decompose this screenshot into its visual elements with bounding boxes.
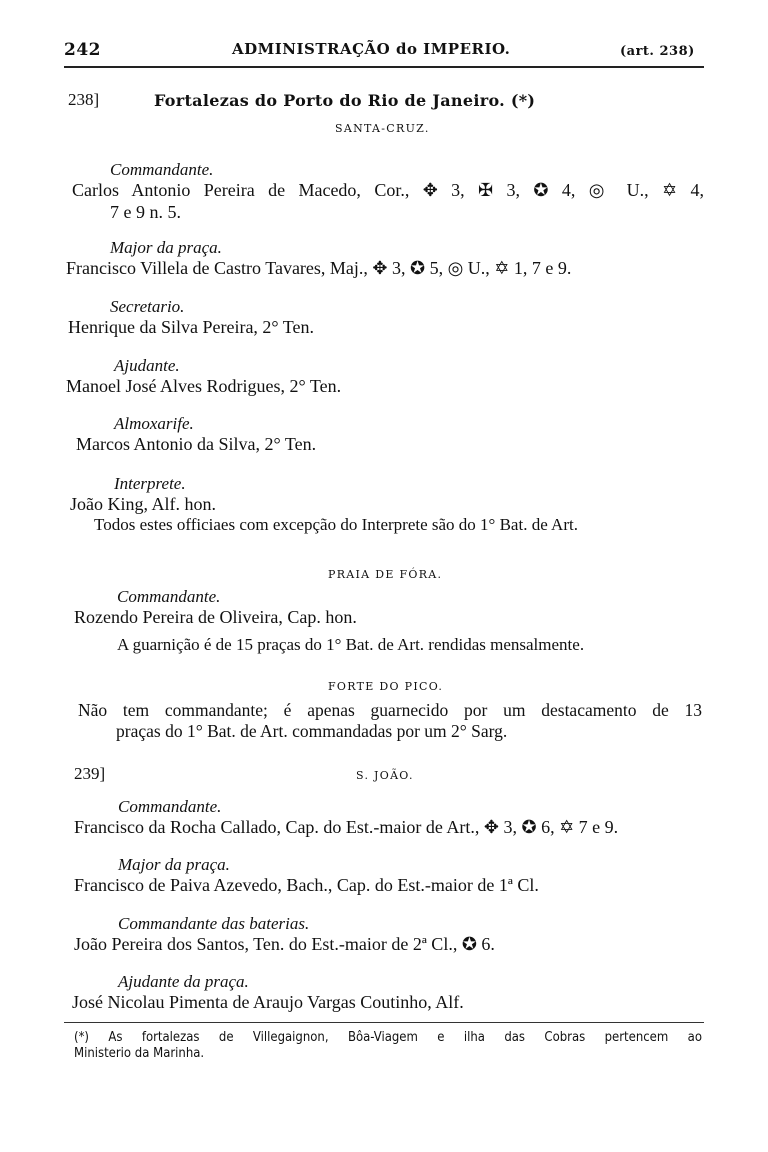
person-entry: Henrique da Silva Pereira, 2° Ten. — [68, 317, 315, 337]
header-rule — [64, 66, 704, 68]
section-title: Fortalezas do Porto do Rio de Janeiro. (*) — [154, 91, 536, 110]
footnote-rule — [64, 1022, 704, 1023]
note-text-continued: praças do 1° Bat. de Art. commandadas por um 2° Sarg. — [116, 721, 508, 741]
role-label: Secretario. — [110, 297, 185, 316]
person-entry: Manoel José Alves Rodrigues, 2° Ten. — [66, 376, 342, 396]
subsection-s-joao: S. JOÃO. — [356, 769, 414, 782]
section-number-238: 238] — [68, 90, 100, 109]
person-entry: José Nicolau Pimenta de Araujo Vargas Coutinho, Alf. — [72, 992, 464, 1012]
person-entry: Francisco Villela de Castro Tavares, Maj., ✥ 3, ✪ 5, ◎ U., ✡ 1, 7 e 9. — [66, 258, 572, 278]
note-text: A guarnição é de 15 praças do 1° Bat. de Art. rendidas mensalmente. — [117, 635, 585, 654]
role-label: Interprete. — [114, 474, 186, 493]
note-text: Não tem commandante; é apenas guarnecido por um destacamento de 13 — [78, 700, 702, 720]
person-entry: Francisco de Paiva Azevedo, Bach., Cap. do Est.-maior de 1ª Cl. — [74, 875, 539, 895]
section-number-239: 239] — [74, 764, 106, 783]
running-title: ADMINISTRAÇÃO do IMPERIO. — [232, 40, 511, 58]
role-label: Commandante das baterias. — [118, 914, 310, 933]
role-label: Commandante. — [110, 160, 214, 179]
footnote-continued: Ministerio da Marinha. — [74, 1046, 205, 1061]
role-label: Ajudante da praça. — [118, 972, 249, 991]
role-label: Ajudante. — [114, 356, 180, 375]
role-label: Commandante. — [117, 587, 221, 606]
role-label: Major da praça. — [118, 855, 230, 874]
role-label: Almoxarife. — [114, 414, 194, 433]
role-label: Commandante. — [118, 797, 222, 816]
note-text: Todos estes officiaes com excepção do Interprete são do 1° Bat. de Art. — [94, 515, 578, 534]
person-entry: Rozendo Pereira de Oliveira, Cap. hon. — [74, 607, 357, 627]
person-entry: Marcos Antonio da Silva, 2° Ten. — [76, 434, 317, 454]
person-entry: Francisco da Rocha Callado, Cap. do Est.-maior de Art., ✥ 3, ✪ 6, ✡ 7 e 9. — [74, 817, 619, 837]
page-number: 242 — [64, 40, 101, 60]
person-entry: João Pereira dos Santos, Ten. do Est.-maior de 2ª Cl., ✪ 6. — [74, 934, 495, 954]
footnote: (*) As fortalezas de Villegaignon, Bôa-Viagem e ilha das Cobras pertencem ao — [74, 1030, 702, 1045]
person-entry-continued: 7 e 9 n. 5. — [110, 202, 181, 222]
subsection-forte-do-pico: FORTE DO PICO. — [328, 680, 444, 693]
person-entry: Carlos Antonio Pereira de Macedo, Cor., ✥ 3, ✠ 3, ✪ 4, ◎ U., ✡ 4, — [72, 180, 704, 200]
person-entry: João King, Alf. hon. — [70, 494, 216, 514]
role-label: Major da praça. — [110, 238, 222, 257]
article-reference: (art. 238) — [620, 44, 695, 59]
subsection-praia-de-fora: PRAIA DE FÓRA. — [328, 568, 443, 581]
subsection-santa-cruz: SANTA-CRUZ. — [335, 122, 430, 135]
